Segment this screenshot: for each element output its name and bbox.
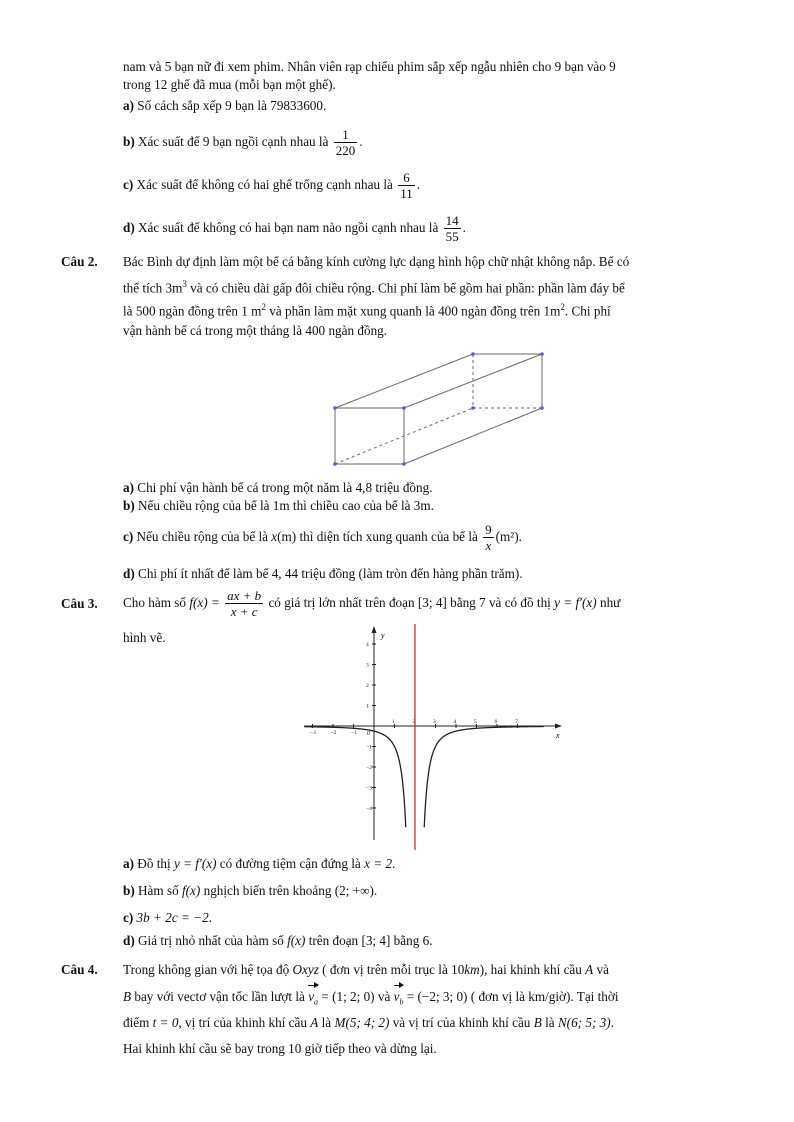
q1-intro-line1: nam và 5 bạn nữ đi xem phim. Nhân viên rạp chiếu phim sắp xếp ngẫu nhiên cho 9 bạn vào 9 bbox=[123, 59, 616, 74]
q3-line2: hình vẽ. bbox=[123, 630, 166, 645]
option-text: Chi phí ít nhất để làm bể 4, 44 triệu đồng (làm tròn đến hàng phần trăm). bbox=[134, 566, 523, 581]
x-axis-arrow-icon bbox=[555, 724, 562, 729]
fraction-denominator: 11 bbox=[400, 185, 413, 201]
tank-front-face bbox=[335, 408, 404, 464]
tank-edge bbox=[404, 408, 542, 464]
math-var: B bbox=[533, 1015, 542, 1030]
option-label: c) bbox=[123, 177, 134, 192]
math-expr: 3b + 2c = −2 bbox=[133, 910, 209, 925]
text: ( đơn vị trên mỗi trục là 10 bbox=[318, 962, 465, 977]
text: . Chi phí bbox=[564, 303, 611, 319]
fraction bbox=[398, 170, 415, 202]
math-expr: y = f′(x) bbox=[173, 856, 217, 871]
text: và vị trí của khinh khí cầu bbox=[389, 1015, 534, 1030]
y-tick-label: −2 bbox=[366, 765, 372, 771]
subscript: b bbox=[399, 997, 404, 1007]
math-var: v bbox=[393, 989, 400, 1004]
q4-line2 bbox=[123, 988, 619, 1012]
math-var: A bbox=[585, 962, 594, 977]
y-axis-label: y bbox=[381, 631, 385, 640]
option-text: Nếu chiều rộng của bể là 1m thì chiều cao của bể là 3m. bbox=[134, 498, 434, 513]
text: điểm bbox=[123, 1015, 153, 1030]
option-text: có đường tiệm cận đứng là bbox=[216, 856, 365, 871]
vector-vb bbox=[394, 988, 404, 1012]
math-expr: t = 0 bbox=[152, 1015, 179, 1030]
q4-line4: Hai khinh khí cầu sẽ bay trong 10 giờ tiếp theo và dừng lại. bbox=[123, 1041, 437, 1056]
text: là bbox=[318, 1015, 335, 1030]
option-label: a) bbox=[123, 98, 134, 113]
q3-option-a bbox=[123, 855, 395, 873]
text: và bbox=[374, 989, 394, 1004]
subscript: a bbox=[314, 997, 319, 1007]
x-tick-label: 7 bbox=[515, 719, 518, 725]
math-expr: = (1; 2; 0) bbox=[318, 989, 375, 1004]
math-expr: [3; 4] bbox=[417, 595, 447, 610]
y-tick-label: 3 bbox=[366, 662, 369, 669]
fraction-denominator: 55 bbox=[445, 228, 459, 244]
y-axis-arrow-icon bbox=[372, 626, 377, 633]
text: thể tích 3m bbox=[123, 280, 183, 296]
option-label: a) bbox=[123, 480, 134, 495]
y-tick-label: −1 bbox=[366, 744, 372, 751]
q4-line1 bbox=[123, 961, 609, 979]
fraction bbox=[225, 588, 263, 620]
option-text: trên đoạn bbox=[305, 933, 362, 948]
y-tick-label: 1 bbox=[366, 703, 369, 710]
option-text: Giá trị nhỏ nhất của hàm số bbox=[134, 933, 288, 948]
fish-tank-figure bbox=[325, 345, 555, 475]
unit: km bbox=[464, 962, 480, 977]
superscript: 2 bbox=[261, 302, 266, 312]
option-label: d) bbox=[123, 220, 135, 235]
math-expr: M(5; 4; 2) bbox=[334, 1015, 390, 1030]
vertex-dot bbox=[333, 406, 337, 410]
option-label: d) bbox=[123, 566, 135, 581]
q2-line4: vận hành bể cá trong một tháng là 400 ngàn đồng. bbox=[123, 323, 388, 338]
curve-left-branch bbox=[304, 727, 405, 828]
text: là 500 ngàn đồng trên 1 m bbox=[123, 303, 262, 319]
math-expr: x = 2 bbox=[364, 856, 393, 871]
punct: bằng 6. bbox=[390, 933, 433, 948]
text: bằng 7 và có đồ thị bbox=[446, 595, 555, 610]
q4-label: Câu 4. bbox=[61, 962, 98, 977]
vertex-dot bbox=[402, 462, 406, 466]
fraction-numerator: ax + b bbox=[227, 587, 262, 603]
superscript: 3 bbox=[182, 279, 187, 289]
option-text: Số cách sắp xếp 9 bạn là bbox=[134, 98, 271, 113]
unit: (m²) bbox=[495, 529, 519, 544]
fraction bbox=[334, 127, 358, 159]
math-expr: f(x) bbox=[287, 933, 306, 948]
q2-option-c bbox=[123, 519, 522, 555]
x-tick-label: 1 bbox=[392, 719, 395, 725]
x-tick-label: 3 bbox=[433, 719, 436, 725]
math-expr: [3; 4] bbox=[361, 933, 391, 948]
x-axis-label: x bbox=[556, 731, 560, 740]
fraction bbox=[483, 522, 494, 554]
punct: . bbox=[359, 134, 363, 149]
q1-option-a bbox=[123, 97, 326, 115]
option-label: b) bbox=[123, 498, 135, 513]
punct: . bbox=[416, 177, 421, 192]
q3-option-b bbox=[123, 882, 377, 900]
q3-option-d bbox=[123, 932, 433, 950]
text: ( đơn vị là km/giờ). Tại thời bbox=[467, 989, 619, 1004]
fraction-denominator: x bbox=[483, 537, 494, 554]
y-tick-label: −3 bbox=[366, 785, 372, 792]
text: bay với vectơ vận tốc lần lượt là bbox=[131, 989, 309, 1004]
q2-option-a bbox=[123, 479, 433, 497]
q2-line2 bbox=[123, 275, 625, 297]
fraction-denominator: 220 bbox=[335, 142, 356, 158]
fraction bbox=[444, 213, 461, 245]
punct: . bbox=[518, 529, 522, 544]
q4-line3 bbox=[123, 1014, 614, 1032]
option-text: thì diện tích xung quanh của bể là bbox=[296, 529, 478, 544]
math-var: B bbox=[123, 989, 132, 1004]
option-text: Xác suất để không có hai ghế trống cạnh nhau là bbox=[133, 177, 393, 192]
option-label: b) bbox=[123, 134, 135, 149]
x-tick-label: −2 bbox=[330, 730, 337, 736]
text: , vị trí của khinh khí cầu bbox=[178, 1015, 311, 1030]
q3-line1 bbox=[123, 585, 620, 621]
math-var: A bbox=[310, 1015, 319, 1030]
fraction-numerator: 6 bbox=[403, 169, 410, 185]
text: như bbox=[596, 595, 621, 610]
option-text: nghịch biến trên khoảng bbox=[200, 883, 335, 898]
punct: . bbox=[208, 910, 212, 925]
math-var: x bbox=[271, 529, 278, 544]
q2-option-d bbox=[123, 565, 523, 583]
math-var: v bbox=[308, 989, 315, 1004]
x-tick-label: 2 bbox=[412, 719, 416, 725]
derivative-graph bbox=[300, 618, 570, 850]
text: và phần làm mặt xung quanh là 400 ngàn đồng trên 1m bbox=[265, 303, 561, 319]
math-expr: Oxyz bbox=[292, 962, 319, 977]
text: và có chiều dài gấp đôi chiều rộng. Chi phí làm bể gồm hai phần: phần làm đáy bể bbox=[186, 280, 625, 296]
y-tick-label: 2 bbox=[366, 683, 369, 689]
superscript: 2 bbox=[560, 302, 565, 312]
option-label: c) bbox=[123, 910, 134, 925]
option-label: a) bbox=[123, 856, 134, 871]
math-expr: f(x) bbox=[182, 883, 201, 898]
curve-right-branch bbox=[424, 727, 544, 828]
y-tick-label: −4 bbox=[366, 806, 372, 812]
vector-va bbox=[308, 988, 318, 1012]
punct: . bbox=[392, 856, 396, 871]
text: và bbox=[593, 962, 609, 977]
option-label: d) bbox=[123, 933, 135, 948]
vertex-dot bbox=[333, 462, 337, 466]
text: Trong không gian với hệ tọa độ bbox=[123, 962, 293, 977]
option-text: Hàm số bbox=[134, 883, 182, 898]
fraction-denominator: x + c bbox=[225, 603, 263, 620]
math-expr: f(x) = bbox=[189, 595, 220, 610]
origin-label: 0 bbox=[367, 731, 370, 737]
q2-label: Câu 2. bbox=[61, 254, 98, 269]
option-value: 79833600 bbox=[270, 98, 323, 113]
vertex-dot bbox=[471, 406, 475, 410]
y-tick-label: 4 bbox=[366, 642, 369, 648]
text: Cho hàm số bbox=[123, 595, 190, 610]
option-text: Xác suất để không có hai bạn nam nào ngồi cạnh nhau là bbox=[134, 220, 439, 235]
vertex-dot bbox=[402, 406, 406, 410]
q3-label: Câu 3. bbox=[61, 596, 98, 611]
punct: . bbox=[610, 1015, 614, 1030]
fraction-numerator: 14 bbox=[445, 212, 459, 228]
option-text: Xác suất để 9 bạn ngồi cạnh nhau là bbox=[134, 134, 329, 149]
vertex-dot bbox=[540, 406, 544, 410]
punct: . bbox=[462, 220, 466, 235]
punct: . bbox=[373, 883, 378, 898]
x-tick-label: −3 bbox=[310, 730, 316, 736]
q1-intro-line2: trong 12 ghế đã mua (mỗi bạn một ghế). bbox=[123, 77, 336, 92]
option-text: Chi phí vận hành bể cá trong một năm là 4,8 triệu đồng. bbox=[134, 480, 433, 495]
q1-option-d bbox=[123, 210, 466, 246]
q1-option-b bbox=[123, 124, 363, 160]
x-tick-label: −1 bbox=[351, 730, 357, 736]
text: có giá trị lớn nhất trên đoạn bbox=[265, 595, 418, 610]
fraction-numerator: 9 bbox=[485, 521, 492, 537]
q3-option-c bbox=[123, 909, 212, 927]
q2-option-b bbox=[123, 497, 434, 515]
option-text: Đồ thị bbox=[134, 856, 174, 871]
math-expr: y = f′(x) bbox=[554, 595, 597, 610]
unit: (m) bbox=[277, 529, 297, 544]
x-tick-label: 5 bbox=[474, 719, 477, 725]
text: là bbox=[541, 1015, 558, 1030]
option-label: c) bbox=[123, 529, 134, 544]
x-tick-label: 4 bbox=[453, 719, 457, 725]
text: ), hai khinh khí cầu bbox=[479, 962, 586, 977]
vertex-dot bbox=[471, 352, 475, 356]
math-expr: N(6; 5; 3) bbox=[557, 1015, 611, 1030]
punct: . bbox=[322, 98, 327, 113]
q2-line1: Bác Bình dự định làm một bể cá bằng kính cường lực dạng hình hộp chữ nhật không nắp. Bể có bbox=[123, 254, 630, 269]
option-label: b) bbox=[123, 883, 135, 898]
math-expr: (2; +∞) bbox=[334, 883, 374, 898]
fraction-numerator: 1 bbox=[342, 126, 349, 142]
math-expr: = (−2; 3; 0) bbox=[403, 989, 468, 1004]
vertex-dot bbox=[540, 352, 544, 356]
x-tick-label: 6 bbox=[494, 719, 498, 725]
option-text: Nếu chiều rộng của bể là bbox=[133, 529, 272, 544]
q1-option-c bbox=[123, 167, 420, 203]
q2-line3 bbox=[123, 298, 611, 320]
tank-edge bbox=[335, 354, 473, 408]
